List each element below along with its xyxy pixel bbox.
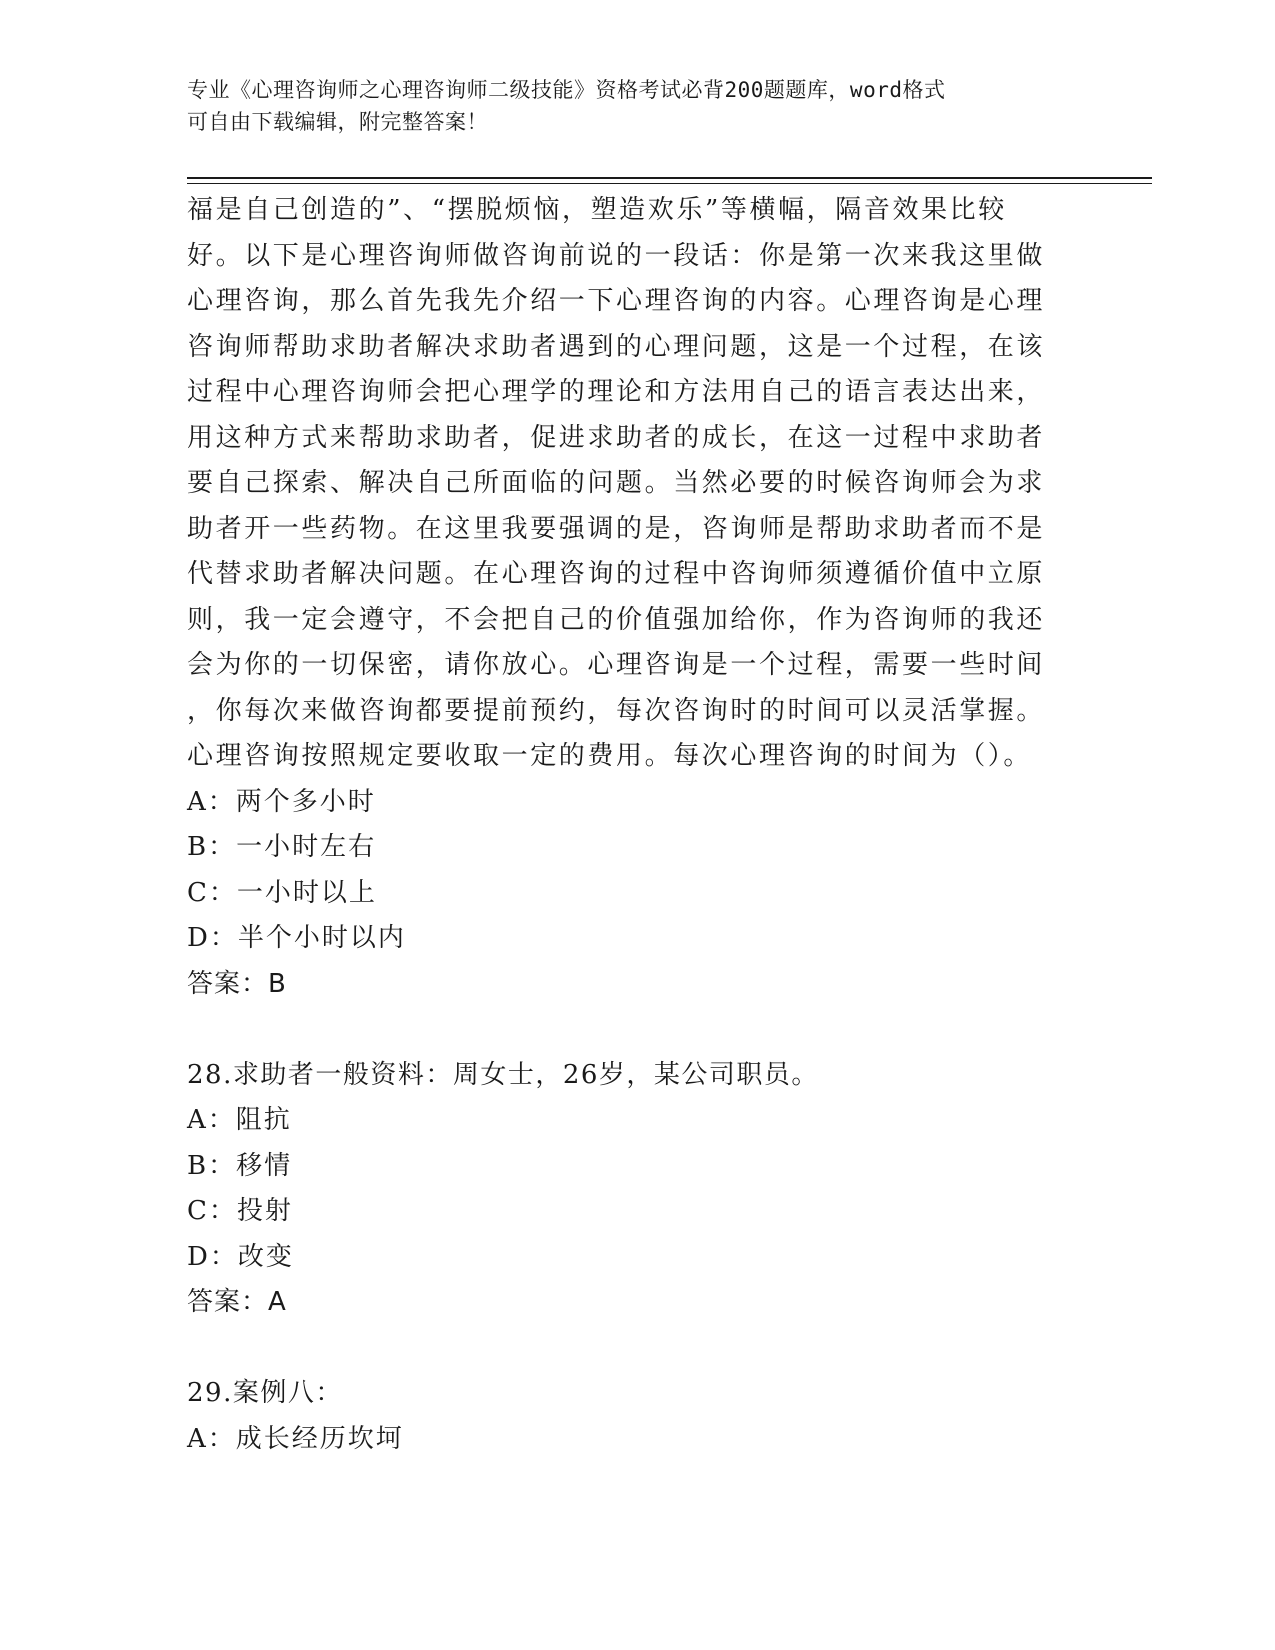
question-27-line: 福是自己创造的”、“摆脱烦恼，塑造欢乐”等横幅，隔音效果比较 [187, 195, 1007, 225]
question-27-line: ，你每次来做咨询都要提前预约，每次咨询时的时间可以灵活掌握。 [187, 695, 1046, 726]
question-27-line: 好。以下是心理咨询师做咨询前说的一段话：你是第一次来我这里做 [187, 240, 1046, 271]
header-divider-thick [187, 177, 1152, 179]
header-title-line-1: 专业《心理咨询师之心理咨询师二级技能》资格考试必背200题题库，word格式 [187, 78, 946, 102]
question-27-answer: 答案：B [187, 968, 287, 999]
option-a: A：阻抗 [187, 1105, 292, 1135]
question-28-options [187, 1098, 1067, 1280]
question-27-line: 要自己探索、解决自己所面临的问题。当然必要的时候咨询师会为求 [187, 468, 1046, 498]
option-a: A：两个多小时 [187, 786, 376, 817]
question-27-line: 心理咨询按照规定要收取一定的费用。每次心理咨询的时间为（）。 [187, 741, 1033, 771]
option-c: C：一小时以上 [187, 877, 377, 908]
question-29-title: 29.案例八： [187, 1378, 343, 1408]
spacer [187, 1326, 1067, 1372]
option-d: D：改变 [187, 1241, 294, 1272]
option-c: C：投射 [187, 1196, 293, 1226]
question-27-stem [187, 188, 1067, 780]
header-title-line-2: 可自由下载编辑，附完整答案！ [187, 110, 488, 134]
document-body [187, 188, 1067, 1462]
question-27-options [187, 780, 1067, 962]
question-27-line: 过程中心理咨询师会把心理学的理论和方法用自己的语言表达出来， [187, 377, 1046, 407]
question-28-title: 28.求助者一般资料：周女士，26岁，某公司职员。 [187, 1059, 819, 1090]
option-b: B：移情 [187, 1150, 293, 1181]
option-a: A：成长经历坎坷 [187, 1423, 404, 1454]
question-27-line: 心理咨询，那么首先我先介绍一下心理咨询的内容。心理咨询是心理 [187, 286, 1046, 316]
question-28-answer: 答案：A [187, 1287, 287, 1317]
question-27-line: 助者开一些药物。在这里我要强调的是，咨询师是帮助求助者而不是 [187, 513, 1046, 544]
question-29-options [187, 1417, 1067, 1463]
question-27-line: 会为你的一切保密，请你放心。心理咨询是一个过程，需要一些时间 [187, 650, 1046, 680]
question-27-line: 代替求助者解决问题。在心理咨询的过程中咨询师须遵循价值中立原 [187, 559, 1046, 589]
option-b: B：一小时左右 [187, 832, 377, 862]
question-27-line: 用这种方式来帮助求助者，促进求助者的成长，在这一过程中求助者 [187, 422, 1046, 453]
question-27-line: 则，我一定会遵守，不会把自己的价值强加给你，作为咨询师的我还 [187, 604, 1046, 635]
spacer [187, 1007, 1067, 1053]
document-header [187, 74, 1067, 138]
option-d: D：半个小时以内 [187, 923, 406, 953]
header-divider-thin [187, 183, 1152, 184]
question-27-line: 咨询师帮助求助者解决求助者遇到的心理问题，这是一个过程，在该 [187, 331, 1046, 362]
